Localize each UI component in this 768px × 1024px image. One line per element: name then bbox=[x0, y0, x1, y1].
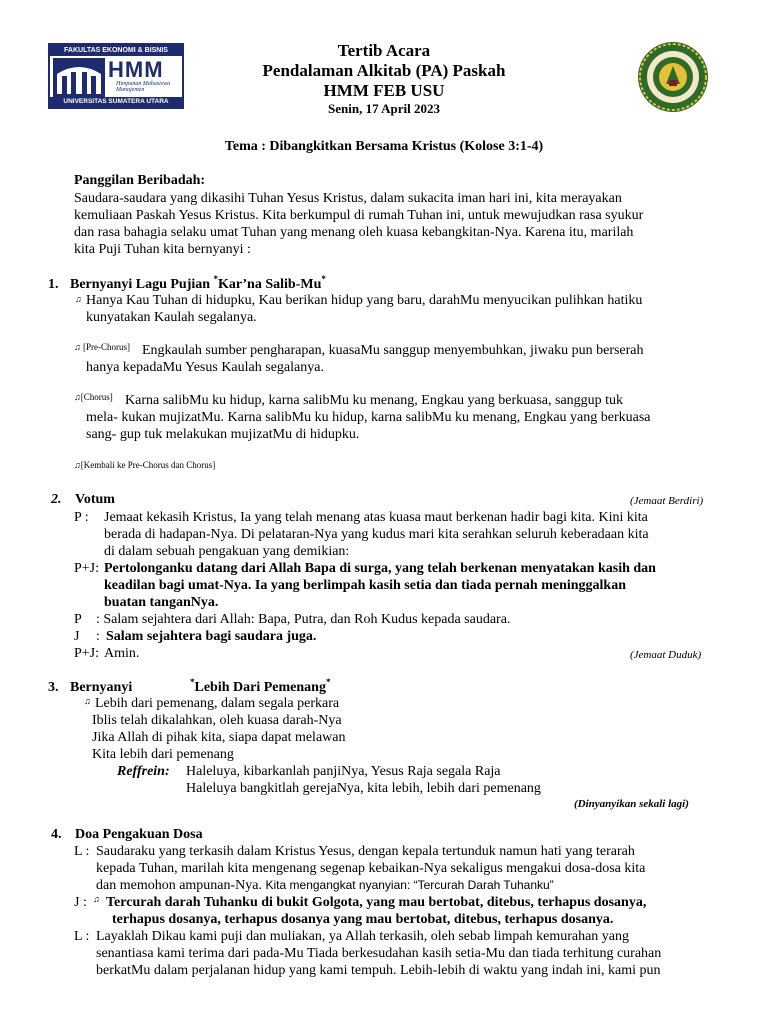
liturgy-line: keadilan bagi umat-Nya. Ia yang berlimpah kasih setia dan tiada pernah meninggalkan bbox=[104, 578, 626, 593]
liturgy-line: di dalam sebuah pengakuan yang demikian: bbox=[104, 544, 350, 559]
song-title: Lebih Dari Pemenang bbox=[194, 680, 326, 695]
colon: : bbox=[96, 629, 100, 644]
doc-org: HMM FEB USU bbox=[323, 81, 445, 100]
speaker-label: J : bbox=[74, 895, 87, 910]
lyric-line: Karna salibMu ku hidup, karna salibMu ku menang, Engkau yang berkuasa, sanggup tuk bbox=[125, 393, 624, 408]
section-heading bbox=[70, 276, 326, 293]
section-heading: Votum bbox=[75, 492, 115, 507]
logo-subtext: Himpunan Mahasiswa Manajemen bbox=[116, 81, 171, 93]
music-note-icon: ♫ bbox=[74, 342, 81, 352]
lyric-line: sang- gup tuk melakukan mujizatMu di hidupku. bbox=[86, 427, 360, 442]
speaker-label: P bbox=[74, 612, 82, 627]
pre-chorus-label-wrap bbox=[74, 339, 130, 356]
music-note-icon: ♫ bbox=[93, 894, 100, 904]
liturgy-line: : Salam sejahtera dari Allah: Bapa, Putra, dan Roh Kudus kepada saudara. bbox=[96, 612, 511, 627]
repeat-note bbox=[74, 457, 215, 474]
liturgy-line: senantiasa kami terima dari pada-Mu Tiada berkesudahan kasih setia-Mu dan tiada terhitung curahan bbox=[96, 946, 662, 961]
music-note-icon: ♫ bbox=[74, 460, 81, 470]
refrain-label: Reffrein: bbox=[117, 764, 170, 779]
liturgy-line: terhapus dosanya, terhapus dosanya yang mau bertobat, ditebus, terhapus dosanya. bbox=[112, 912, 614, 927]
lyric-line: Lebih dari pemenang, dalam segala perkara bbox=[95, 696, 340, 711]
liturgy-line: berkatMu dalam perjalanan hidup yang kami tempuh. Lebih-lebih di waktu yang indah ini, kami pun bbox=[96, 963, 661, 978]
speaker-label: P+J: bbox=[74, 561, 100, 576]
doc-subtitle: Pendalaman Alkitab (PA) Paskah bbox=[262, 61, 506, 80]
doc-title: Tertib Acara bbox=[337, 41, 431, 60]
liturgy-line: berada di hadapan-Nya. Di pelataran-Nya yang kudus mari kita serahkan seluruh keberadaan kita bbox=[104, 527, 649, 542]
lyric-line: Hanya Kau Tuhan di hidupku, Kau berikan hidup yang baru, darahMu menyucikan pulihkan hatiku bbox=[86, 293, 643, 308]
lyric-line: mela- kukan mujizatMu. Karna salibMu ku hidup, karna salibMu ku menang, Engkau yang berkuasa bbox=[86, 410, 651, 425]
speaker-label: L : bbox=[74, 929, 90, 944]
speaker-label: L : bbox=[74, 844, 90, 859]
chorus-label-wrap bbox=[74, 389, 113, 406]
lyric-line: Iblis telah dikalahkan, oleh kuasa darah-Nya bbox=[92, 713, 342, 728]
lyric-line: Haleluya bangkitlah gerejaNya, kita lebih, lebih dari pemenang bbox=[186, 781, 541, 796]
liturgy-line: Pertolonganku datang dari Allah Bapa di surga, yang telah berkenan menyatakan kasih dan bbox=[104, 561, 656, 576]
lyric-line: Kita lebih dari pemenang bbox=[92, 747, 234, 762]
theme: Tema : Dibangkitkan Bersama Kristus (Kolose 3:1-4) bbox=[224, 139, 544, 154]
music-note-icon: ♫ bbox=[75, 294, 82, 304]
section-number: 2. bbox=[51, 492, 62, 507]
star-mark: * bbox=[321, 274, 326, 284]
repeat-note-b: -Chorus dan Chorus] bbox=[139, 460, 216, 470]
song-title: Kar’na Salib-Mu bbox=[218, 277, 322, 292]
star-mark: * bbox=[325, 677, 331, 687]
lyric-line: Engkaulah sumber pengharapan, kuasaMu sanggup menyembuhkan, jiwaku pun berserah bbox=[142, 343, 644, 358]
speaker-label: P : bbox=[74, 510, 89, 525]
calling-line: kemuliaan Paskah Yesus Kristus. Kita berkumpul di rumah Tuhan ini, untuk mewujudkan rasa syukur bbox=[74, 208, 644, 223]
lyric-line: hanya kepadaMu Yesus Kaulah segalanya. bbox=[86, 360, 324, 375]
star-mark: * bbox=[213, 274, 219, 284]
liturgy-line: Amin. bbox=[104, 646, 140, 661]
song-title-wrap bbox=[190, 679, 330, 696]
university-seal-icon bbox=[636, 40, 710, 114]
liturgy-line: Tercurah darah Tuhanku di bukit Golgota, yang mau bertobat, ditebus, terhapus dosanya, bbox=[106, 895, 647, 910]
section-number: 4. bbox=[51, 827, 62, 842]
repeat-note-a: [Kembali ke Pre bbox=[80, 460, 140, 470]
liturgy-line: kepada Tuhan, marilah kita mengenang segenap kebaikan-Nya sekaligus mengakui dosa-dosa kita bbox=[96, 861, 646, 876]
liturgy-text: Kita mengangkat nyanyian: “Tercurah Darah Tuhanku” bbox=[265, 878, 554, 892]
star-mark: * bbox=[190, 677, 195, 687]
logo-bottom-text: UNIVERSITAS SUMATERA UTARA bbox=[50, 97, 182, 107]
liturgy-line: Layaklah Dikau kami puji dan muliakan, ya Allah terkasih, oleh sebab limpah kemurahan yang bbox=[96, 929, 630, 944]
music-note-icon: ♫ bbox=[74, 392, 81, 402]
calling-heading: Panggilan Beribadah: bbox=[74, 173, 206, 188]
lyric-line: Jika Allah di pihak kita, siapa dapat melawan bbox=[92, 730, 346, 745]
liturgy-line bbox=[96, 877, 554, 894]
doc-date: Senin, 17 April 2023 bbox=[328, 101, 440, 116]
liturgy-line: Salam sejahtera bagi saudara juga. bbox=[106, 629, 317, 644]
section-heading: Doa Pengakuan Dosa bbox=[75, 827, 203, 842]
music-note-icon: ♫ bbox=[84, 696, 91, 706]
calling-line: Saudara-saudara yang dikasihi Tuhan Yesus Kristus, dalam sukacita iman hari ini, kita merayakan bbox=[74, 191, 622, 206]
section-number: 1. bbox=[48, 277, 59, 292]
calling-line: dan rasa bahagia selaku umat Tuhan yang menang oleh kuasa kebangkitan-Nya. Karena itu, marilah bbox=[74, 225, 634, 240]
lyric-line: kunyatakan Kaulah segalanya. bbox=[86, 310, 257, 325]
chorus-label: [Chorus] bbox=[80, 392, 113, 402]
liturgy-text: dan memohon ampunan-Nya. bbox=[96, 878, 263, 893]
stand-note: (Jemaat Berdiri) bbox=[630, 495, 704, 507]
logo-mark: HMM bbox=[108, 57, 164, 82]
liturgy-line: Saudaraku yang terkasih dalam Kristus Yesus, dengan kepala tertunduk namun hati yang terarah bbox=[96, 844, 635, 859]
section-number: 3. bbox=[48, 680, 59, 695]
liturgy-line: Jemaat kekasih Kristus, Ia yang telah menang atas kuasa maut berkenan hadir bagi kita. Kini kita bbox=[104, 510, 648, 525]
section-heading: Bernyanyi bbox=[70, 680, 133, 695]
pre-chorus-label: [Pre-Chorus] bbox=[83, 342, 130, 352]
logo-top-text: FAKULTAS EKONOMI & BISNIS bbox=[50, 45, 182, 56]
calling-line: kita Puji Tuhan kita bernyanyi : bbox=[74, 242, 251, 257]
sit-note: (Jemaat Duduk) bbox=[630, 649, 702, 661]
section-title: Bernyanyi Lagu Pujian bbox=[70, 277, 211, 292]
speaker-label: J bbox=[74, 629, 80, 644]
liturgy-line: buatan tanganNya. bbox=[104, 595, 219, 610]
lyric-line: Haleluya, kibarkanlah panjiNya, Yesus Raja segala Raja bbox=[186, 764, 501, 779]
speaker-label: P+J: bbox=[74, 646, 100, 661]
repeat-note: (Dinyanyikan sekali lagi) bbox=[574, 798, 689, 810]
